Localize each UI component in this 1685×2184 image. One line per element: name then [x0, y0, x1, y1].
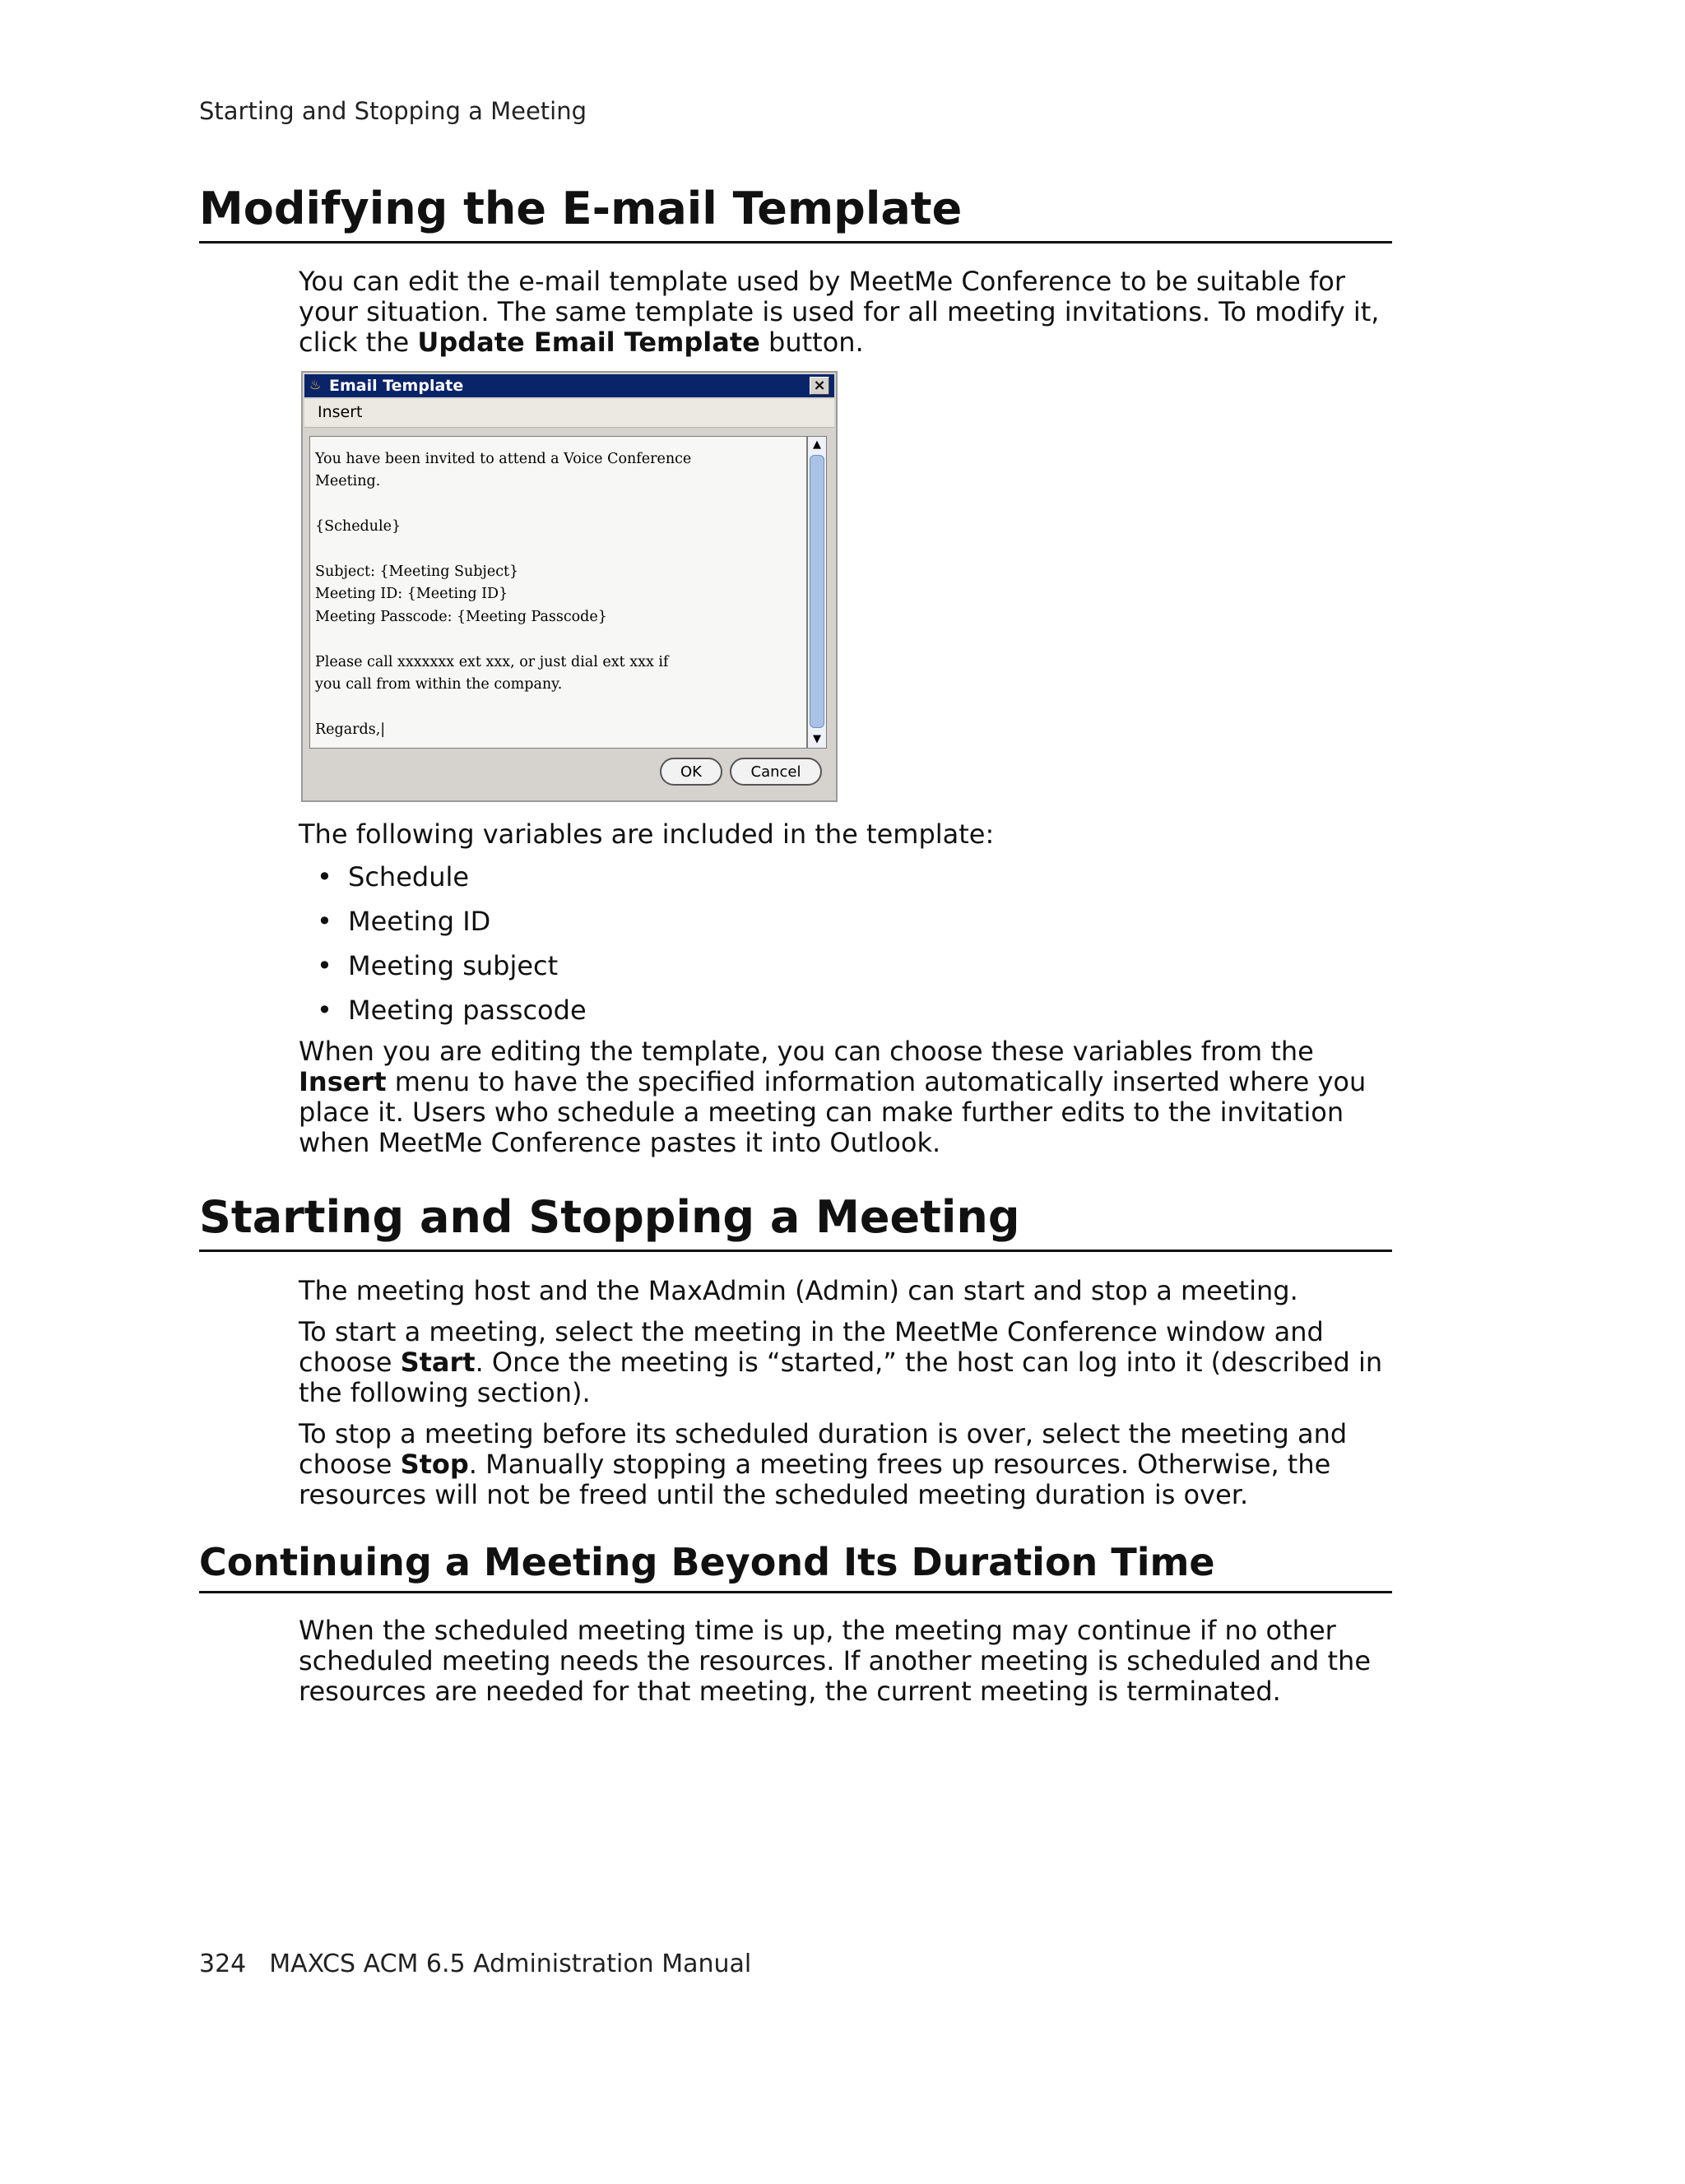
scroll-up-icon[interactable]: ▲ — [813, 438, 821, 451]
start-text: To start a meeting, select the meeting in the MeetMe Conference window and choose — [299, 1316, 1324, 1378]
variable-name: Meeting passcode — [348, 995, 587, 1026]
page-footer — [199, 1950, 751, 1978]
insert-menu-paragraph — [299, 1036, 1393, 1158]
dialog-titlebar — [304, 374, 834, 397]
variable-list-item — [317, 995, 587, 1040]
dialog-menubar — [304, 399, 834, 428]
bullet-icon: • — [317, 906, 332, 937]
bullet-icon: • — [317, 995, 332, 1026]
intro-paragraph — [299, 267, 1393, 358]
variable-list-item — [317, 862, 587, 907]
template-line: {Schedule} — [315, 518, 402, 536]
insert-text-end: menu to have the specified information automatically inserted where you place it. Users who schedule a meeting can make further edits to the invitation when MeetMe Conference pastes it into Outlook. — [299, 1066, 1367, 1158]
continuing-paragraph: When the scheduled meeting time is up, the meeting may continue if no other scheduled meeting needs the resources. If another meeting is scheduled and the resources are needed for that meeting, the current meeting is terminated. — [299, 1615, 1372, 1707]
vertical-scrollbar[interactable] — [807, 436, 827, 749]
dialog-title: Email Template — [329, 377, 464, 395]
section-rule — [199, 1591, 1392, 1593]
template-line: You have been invited to attend a Voice Conference — [315, 451, 692, 467]
template-line: Subject: {Meeting Subject} — [315, 563, 519, 580]
section-title-start-stop: Starting and Stopping a Meeting — [199, 1191, 1020, 1243]
manual-title: MAXCS ACM 6.5 Administration Manual — [269, 1950, 752, 1978]
insert-bold: Insert — [299, 1066, 387, 1097]
intro-bold-button-name: Update Email Template — [417, 327, 760, 358]
template-text-area[interactable] — [309, 436, 807, 749]
intro-text-end: button. — [759, 327, 864, 358]
section-title-continuing: Continuing a Meeting Beyond Its Duration Time — [199, 1540, 1215, 1584]
menu-insert[interactable]: Insert — [318, 403, 363, 421]
variable-name: Meeting subject — [348, 950, 559, 981]
start-stop-paragraph-3 — [299, 1419, 1393, 1510]
template-line: Meeting ID: {Meeting ID} — [315, 586, 508, 603]
variable-list-item — [317, 951, 587, 995]
java-app-icon: ♨ — [309, 377, 322, 392]
variable-name: Meeting ID — [348, 906, 491, 937]
template-line: Please call xxxxxxx ext xxx, or just dial ext xxx if — [315, 653, 669, 670]
section-title-email-template: Modifying the E-mail Template — [199, 183, 963, 234]
start-stop-paragraph-1: The meeting host and the MaxAdmin (Admin) can start and stop a meeting. — [299, 1275, 1298, 1306]
variable-list-item — [317, 907, 587, 951]
cancel-button[interactable]: Cancel — [730, 758, 822, 786]
start-stop-paragraph-2 — [299, 1317, 1393, 1408]
template-line: Meeting Passcode: {Meeting Passcode} — [315, 608, 607, 625]
scroll-down-icon[interactable]: ▼ — [813, 733, 821, 745]
stop-text-end: . Manually stopping a meeting frees up resources. Otherwise, the resources will not be freed until the scheduled meeting duration is over. — [299, 1449, 1331, 1510]
email-template-dialog — [301, 371, 838, 802]
bullet-icon: • — [317, 861, 332, 893]
start-text-end: . Once the meeting is “started,” the host can log into it (described in the following section). — [299, 1347, 1383, 1408]
insert-text: When you are editing the template, you can choose these variables from the — [299, 1036, 1314, 1067]
scroll-thumb[interactable] — [810, 455, 824, 728]
running-header: Starting and Stopping a Meeting — [199, 97, 587, 125]
intro-text: You can edit the e-mail template used by MeetMe Conference to be suitable for your situation. The same template is used for all meeting invitations. To modify it, click the — [299, 266, 1380, 358]
start-bold: Start — [400, 1347, 476, 1378]
close-icon[interactable]: × — [810, 377, 829, 395]
page-number: 324 — [199, 1950, 247, 1978]
section-rule — [199, 1250, 1392, 1252]
variable-name: Schedule — [348, 861, 470, 893]
ok-button[interactable]: OK — [660, 758, 722, 786]
section-rule — [199, 241, 1392, 243]
template-line: you call from within the company. — [315, 676, 563, 693]
stop-text: To stop a meeting before its scheduled duration is over, select the meeting and choose — [299, 1418, 1348, 1480]
template-line: Regards,| — [315, 721, 386, 738]
variables-intro: The following variables are included in the template: — [299, 818, 995, 850]
stop-bold: Stop — [400, 1449, 469, 1480]
bullet-icon: • — [317, 950, 332, 981]
template-line: Meeting. — [315, 473, 381, 490]
variables-list — [317, 862, 587, 1040]
